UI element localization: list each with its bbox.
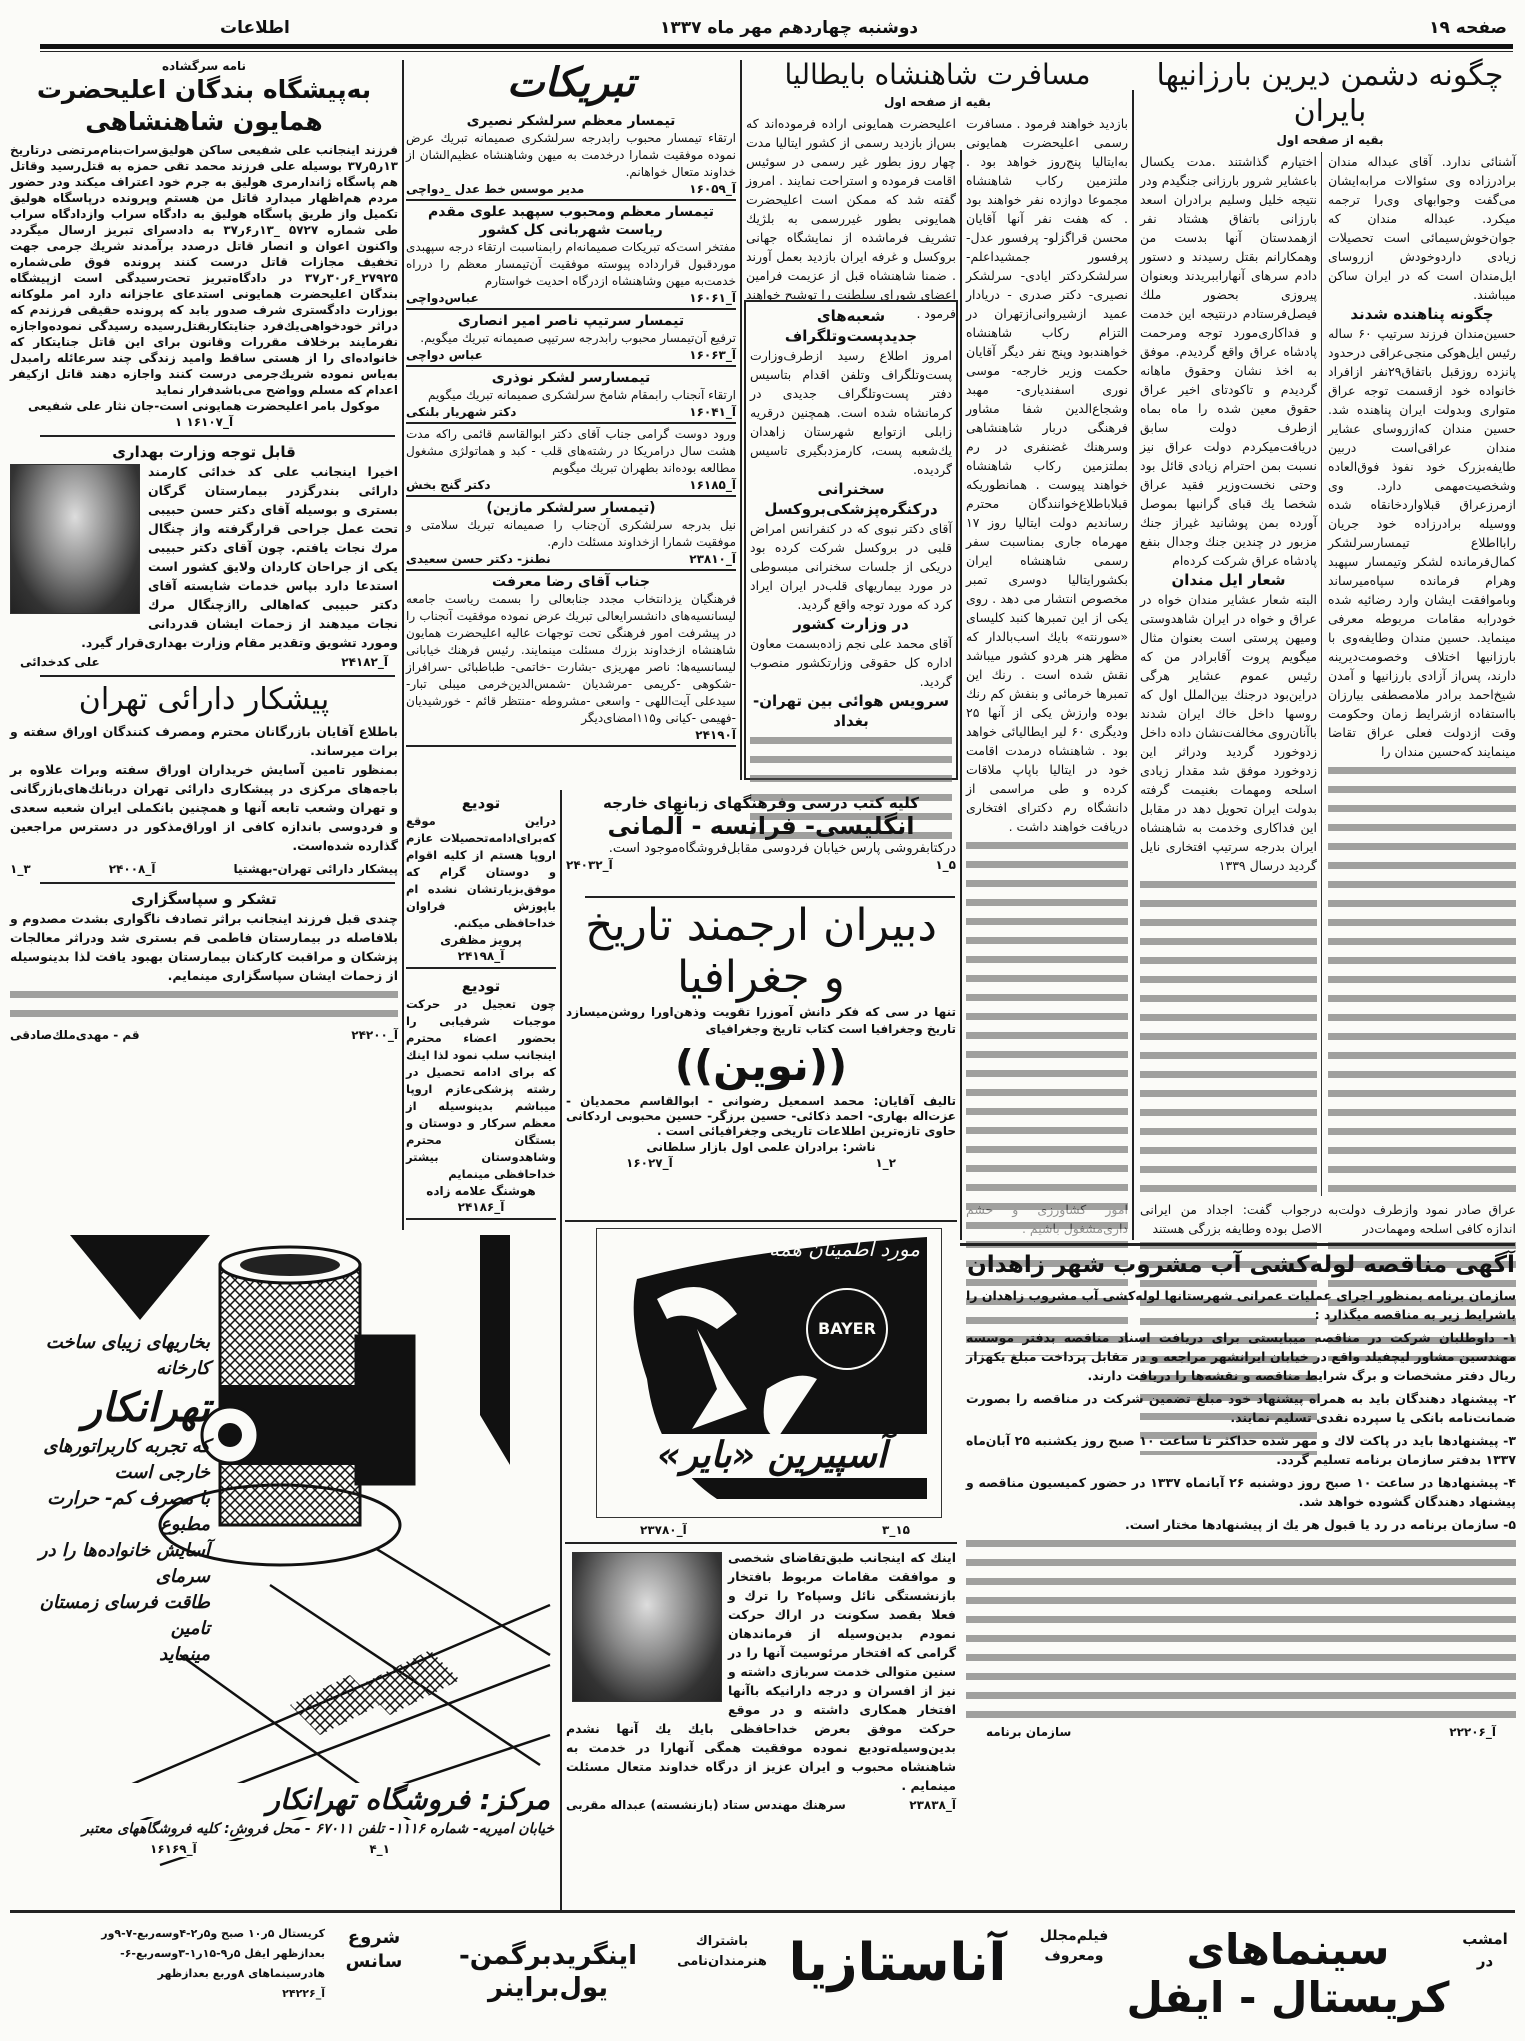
ad-code: آ_۲۲۲۰۶ xyxy=(1449,1725,1496,1739)
store-address: خیابان امیریه- شماره ۱۱۱۶- تلفن ۶۷۰۱۱ - محل فروش: کلیه فروشگاههای معتبر xyxy=(14,1820,554,1838)
postal-news-box xyxy=(744,300,958,780)
notice-footer xyxy=(566,1797,956,1813)
masthead-rule-thin xyxy=(40,51,1513,52)
ad-headline: دبیران ارجمند تاریخ xyxy=(585,900,937,951)
congrats-text: نیل بدرجه سرلشکری آن‌جناب را صمیمانه تبریك سلامتی و موفقیت شمارا ازخداوند مسئلت دارم. xyxy=(406,518,736,549)
tender-item: ۱- داوطلبان شرکت در مناقصه میبایستی برای دریافت اسناد مناقصه بدفتر موسسه مهندسین مشاور لیچفیلد واقع در خیابان ایرانشهر مراجعه و در مقابل پرداخت مبلغ یکهزار ریال دفتر مشخصات و برگ شرایط مناقصه و نقشه‌ها را دریافت دارند. xyxy=(966,1330,1516,1383)
article-column xyxy=(966,114,1128,1192)
signature: هوشنگ علامه زاده xyxy=(426,1184,536,1198)
showtimes xyxy=(10,1924,325,2004)
congrats-footer xyxy=(406,290,736,306)
ad-footer xyxy=(566,1155,956,1171)
page-number: صفحه ۱۹ xyxy=(1429,18,1507,38)
ad-headline: انگلیسی- فرانسه - آلمانی xyxy=(607,812,915,840)
ad-line: باشتراك هنرمندان‌نامی xyxy=(677,1934,767,1969)
book-title: ((نوین)) xyxy=(674,1041,848,1090)
paragraph: عراق صادر نمود وازطرف دولت‌به اندازه کافی اسلحه ومهمات‌در xyxy=(1328,1202,1516,1236)
column-divider xyxy=(960,150,962,1240)
notice-title: تودیع xyxy=(461,977,501,995)
congrats-footer xyxy=(406,727,736,743)
tender-item: ۲- پیشنهاد دهندگان باید به همراه پیشنهاد خود مبلغ تضمین شرکت در مناقصه را بصورت ضمانت‌نامه بانکی یا سپرده نقدی تسلیم نمایند. xyxy=(966,1391,1516,1425)
congrats-item xyxy=(406,497,736,571)
cinema-ad xyxy=(10,1918,1515,2033)
divider xyxy=(565,1220,957,1222)
congratulations-section xyxy=(406,56,736,747)
tender-item: ۴- پیشنهادها در ساعت ۱۰ صبح روز دوشنبه ۲۶ آبانماه ۱۳۳۷ در حضور کمیسیون مناقصه و پیشنهاد دهندگان گشوده خواهد شد. xyxy=(966,1475,1516,1509)
subheading: چگونه پناهنده شدند xyxy=(1350,305,1494,323)
notice-body: چون تعجیل در حرکت موجبات شرفیابی را بحضور اعضاء محترم اینجانب سلب نمود لذا اینك که برای ادامه تحصیل در رشته پزشکی‌عازم اروپا میباشم بدینوسیله از معظم سرکار و دوستان و بستگان محترم وشاهدوستان بیشتر خداحافظی مینمایم xyxy=(406,997,556,1181)
divider xyxy=(960,1243,1515,1246)
congrats-footer xyxy=(406,551,736,567)
open-letter xyxy=(10,58,398,430)
congrats-footer xyxy=(406,477,736,493)
ad-code: آ_۲۴۲۲۶ xyxy=(282,1987,325,2000)
ad-line: آسایش خانواده‌ها را در سرمای xyxy=(38,1540,210,1587)
cinema-names: سینماهای کریستال - ایفل xyxy=(1126,1925,1450,2022)
continued-label: بقیه از صفحه اول xyxy=(883,95,991,109)
retirement-notice xyxy=(566,1548,956,1813)
signature: نطنز- دکتر حسن سعیدی xyxy=(406,552,551,566)
ad-code: آ_۲۴۲۰۰ xyxy=(351,1028,398,1042)
tender-item: ۵- سازمان برنامه در رد یا قبول هر یك از پیشنهادها مختار است. xyxy=(1125,1517,1516,1532)
divider xyxy=(40,882,395,884)
congrats-text: فرهنگیان یزدانتخاب مجدد جنابعالی را بسمت ریاست جامعه لیسانسیه‌های دانشسرایعالی تبریك عرض نموده موفقیت آنجناب را در پیشرفت امور فرهنگی تحت توجهات عالیه اعلیحضرت همایون شاهنشاه ازخداوند بزرك مسئلت مینمایند. رئیس فرهنك خیابانی لیسانسیه‌ها: ناصر مهریزی -بشارت -خاتمی- طباطبائی -سرافراز -شکوهی -کریمی -مرشدیان -شمس‌الدین‌خرمی میبلی تبار- سیدعلی آیت‌اللهی - واسعی -مشروطه -منتظر قائم - خورشیدیان -فهیمی -کیانی و۱۱۵امضای‌دیگر xyxy=(406,592,736,725)
notice-lead: سازمان برنامه بمنظور اجرای عملیات عمرانی شهرستانها لوله‌کشی آب مشروب زاهدان را باشرایط زیر به مناقصه میگذارد : xyxy=(966,1288,1516,1322)
column-divider xyxy=(1132,90,1134,1240)
signature: سرهنك مهندس ستاد (بازنشسته) عبداله مقربی xyxy=(566,1798,846,1812)
notice-title: قابل توجه وزارت بهداری xyxy=(112,443,296,461)
ad-ref: ۱_۴ xyxy=(369,1842,390,1856)
finance-notice xyxy=(10,682,398,877)
notice-footer xyxy=(10,861,398,877)
signature: پیشکار دارائی تهران-بهشتیا xyxy=(233,862,398,876)
ad-line: با مصرف کم- حرارت مطبوع xyxy=(47,1488,210,1535)
ad-headline: و جغرافیا xyxy=(677,952,845,1003)
text-lines xyxy=(966,1534,1516,1724)
signature: علی کدخدائی xyxy=(20,655,100,669)
ad-code: آ_۲۴۱۹۸ xyxy=(457,949,505,963)
ad-code: آ۲۴۱۹۰ xyxy=(695,728,736,742)
ad-text: تنها در سی که فکر دانش آموزرا تقویت وذهن‌اورا روشن‌میسازد تاریخ وجغرافیا است کتاب تاریخ وجغرافیای xyxy=(566,1005,956,1036)
notice-body: بمنظور تامین آسایش خریداران اوراق سفته وبرات علاوه بر باجه‌های مرکزی در پیشکاری دارائی تهران دربانك‌های‌بازرگانی و تهران وشعب تابعه آنها و همچنین بانکملی ایران شعبه سعدی و فردوسی باندازه کافی از اوراق‌مذکور در دسترس مراجعین گذارده شده‌است. xyxy=(10,762,398,853)
signature: عباس دواچی xyxy=(406,348,483,362)
subheading: شعار ایل مندان xyxy=(1171,571,1286,589)
signature: مدیر موسس خط عدل _دواچی xyxy=(406,182,585,196)
paragraph: آشنائی ندارد. آقای عبداله مندان برادرزاده وی سئوالات مرابه‌ایشان می‌گفت وجوابهای وی‌را ترجمه میکرد. عبداله مندان که جوان‌خوش‌سیمائی است تحصیلات زیادی داردوخودش ازروسای ایل‌مندان است که در ایران ساکن میباشند. xyxy=(1328,154,1516,302)
ad-footer xyxy=(640,1522,910,1538)
tender-items xyxy=(966,1328,1516,1534)
letter-closing: موکول بامر اعلیحضرت همایونی است-جان نثار علی شفیعی xyxy=(28,399,380,413)
notice-title: تودیع xyxy=(461,794,501,812)
ad-code: آ_۱۶۱۰۷ ۱ xyxy=(174,415,234,429)
officer-photo xyxy=(572,1552,722,1702)
column-divider xyxy=(560,790,562,1910)
film-stars: اینگرید‌برگمن-یول‌براینر xyxy=(458,1941,638,2003)
congrats-item xyxy=(406,367,736,424)
ad-ref: ۵_۱ xyxy=(935,858,956,872)
paragraph: حسین‌مندان فرزند سرتیپ ۶۰ ساله رئیس ایل‌هوکی منجی‌عراقی درحدود پانزده روزقبل باتفاق۲۹نفر ازافراد خانواده خود ازقسمت توجه عراق متواری وبدولت ایران پناهنده شد. حسین مندان که‌ازروسای عشایر مندان عراقی‌است دربین طایفه‌بزرک خود نفوذ فوق‌العاده وشخصیت‌مهمی دارد. وی ازمرزعراق قبلاواردخانقاه شده ووسیله برادرزاده خود جریان رابااطلاع تیمسارسرلشکر کمال‌فرمانده لشکر وتیمسار سپهبد وهرام فرمانده سپاه‌میرساند وباموافقت ایشان وارد رضائیه شده خودرابه مقامات مربوطه معرفی مینماید. حسین مندان وطایفه‌وی با بارزانیها اختلاف وخصومت‌دیرینه دارند، پس‌از آزادی بارزانیها و آمدن شیخ‌احمد برادر ملامصطفی بیارزان بااستفاده ازشرایط زمان وحکومت وقت ازدولت فعلی عراق تقاضا مینمایند که‌حسین مندان را xyxy=(1328,326,1516,759)
congrats-heading: جناب آقای رضا معرفت xyxy=(492,574,650,590)
paragraph: بازدید خواهند فرمود . مسافرت رسمی اعلیحضرت همایونی به‌ایتالیا پنج‌روز خواهد بود . ملتزمین رکاب شاهنشاه مجموعا دوازده نفر خواهند بود . که هفت نفر آنها آقایان محسن قراگزلو- پرفسور عدل- پرفسور جمشیداعلم- سرلشکردکتر ایادی- سرلشکر نصیری- دکتر صدری - دریادار عمید ازشیروانی‌ازتهران در التزام رکاب شاهنشاه خواهندبود وپنج نفر دیگر آقایان حکمت وزیر خارجه- موسی نوری اسفندیاری- مهبد وشجاع‌الدین شفا مشاور فرهنگی دربار شاهنشاهی وسرهنك غضنفری در رم بملتزمین رکاب شاهنشاه خواهند پیوست . همانطوریکه قبلاباطلاع‌خوانندگان محترم رساندیم دولت ایتالیا روز ۱۷ مهرماه جاری بمناسبت سفر رسمی شاهنشاه ایران بکشورایتالیا دوسری تمبر مخصوص انتشار می دهد . روی یکی از این تمبرها کنبد کلیسای «سورنته» بایك اسب‌بالدار که مظهر هنر هردو کشور میباشد نقش شده است . رنك این تمبرها خرمائی و بنفش کم رنك بوده وارزش یکی از آنها ۲۵ ودیگری ۶۰ لیر ایطالیائی خواهد بود . شاهنشاه درمدت اقامت خود در ایتالیا باپاپ ملاقات کرده و طی مراسمی از دانشگاه رم دکترای افتخاری دریافت خواهند داشت . xyxy=(966,116,1129,834)
showtime-line: کریستال ۵ر۱۰ صبح و۵ر۲-۴وسه‌ربع-۷-۹ور xyxy=(101,1927,325,1940)
ad-code: آ_۱۶۰۵۹ xyxy=(689,182,736,196)
paragraph: درجواب گفت: اجداد من ایرانی الاصل بوده وطایفه بزرگی هستند xyxy=(1140,1202,1322,1236)
ad-code: آ_۲۴۱۸۲ xyxy=(341,655,388,669)
letter-body: فرزند اینجانب علی شفیعی ساکن هولیق‌سرات‌بنام‌مرتضی درتاریخ ۱۳ر۵ر۳۷ بوسیله علی فرزند محمد تقی حمزه به قتل‌رسید وقاتل هم پاسگاه ژاندارمری هولیق به جرم خود اعتراف میکند ودر حضور مردم هم‌اظهار میدارد قاتل من هستم وپرونده درپاسگاه هولیق تکمیل واز طریق پاسگاه هولیق به دادگاه سراب وازدادگاه سراب طی شماره ۵۷۲۷ _۱۳ر۶ر۳۷ به دادسرای تبریز ارسال میگردد واکنون اعوان و انصار قاتل درصدد برآمدند شریك جرمی جهت تخفیف مجازات قاتل درست کنند پرونده فوق طی‌شماره ۲۷۹۲۵_۶ر۳۰ر۳۷ در دادگاه‌تبریز تحت‌رسیدگی است ازپیشگاه بندگان اعلیحضرت همایونی استدعای عاجزانه دارد امر ملوکانه بوزارت دادگستری شرف صدور یابد که پرونده حقیقی فرزندم که دراثر خودخواهی‌یك‌فرد جنایتکاربقتل‌رسیده رسیدگی نموده‌واجازه نفرمایند برخلاف مقررات وقانون برای این قاتل جنایتکار که خانواده‌ای را از هستی ساقط وامید زندگی چند سرعائله رامبدل به‌یاس نموده شریك‌جرمی درست کنند واجازه دهند قاتل ازکیفر اعدام که مسلم وواضح می‌باشدفرار نماید xyxy=(10,143,398,397)
congrats-list xyxy=(406,110,736,747)
ad-authors: تالیف آقایان: محمد اسمعیل رضوانی - ابوالقاسم محمدیان - عزت‌اله بهاری- احمد ذکائی- حسین برزگر- حسین محبوبی اردکانی حاوی تازه‌ترین اطلاعات تاریخی وجغرافیائی است . xyxy=(566,1094,956,1138)
kicker: نامه سرگشاده xyxy=(161,59,247,73)
notice-lead: باطلاع آقایان بازرگانان محترم ومصرف کنندگان اوراق سفته و برات میرساند. xyxy=(10,724,398,758)
divider xyxy=(40,435,395,437)
section-title: تبریکات xyxy=(506,59,636,106)
congrats-item xyxy=(406,310,736,367)
letter-headline: به‌پیشگاه بندگان اعلیحضرت همایون شاهنشاهی xyxy=(36,75,372,136)
ad-line: فیلم‌مجلل ومعروف xyxy=(1039,1928,1109,1964)
text-lines xyxy=(10,985,398,1023)
congrats-item xyxy=(406,424,736,497)
notice-title: پیشکار دارائی تهران xyxy=(78,682,330,717)
paragraph: اختیارم گذاشتند .مدت یکسال باعشایر شرور بارزانی جنگیدم ودر نتیجه خلیل وسلیم برادران اسعد بارزانی باتفاق هشتاد نفر ازهمدستان آنها بدست من وهمکارانم بقتل رسیدند و دستور دادم سرهای آنهاراببریدند وبعنوان پیروزی بحضور ملك فیصل‌فرستادم درنتیجه این خدمت و فداکاری‌مورد توجه ومرحمت پادشاه عراق واقع گردیدم. موفق به اخذ نشان وحقوق ماهانه گردیدم و تاکودتای اخیر عراق حقوق معین شده را ماه بماه ازطرف دولت سابق دریافت‌میکردم دولت عراق نیز نسبت بمن احترام زیادی قائل بود وحتی نخست‌وزیر فقید عراق شخصا یك قبای گرانبها بموصل آورده بمن پوشانید غیراز جنك مزبور در چندین جنك وجدال بنفع پادشاه عراق شرکت کرده‌ام xyxy=(1140,154,1317,568)
ad-code: آ_۲۳۸۱۰ xyxy=(689,552,736,566)
ad-footer xyxy=(566,857,956,873)
bayer-logo: BAYER xyxy=(818,1319,876,1338)
congrats-heading: تیمسار سرتیپ ناصر امیر انصاری xyxy=(457,313,685,329)
issue-date: دوشنبه چهاردهم مهر ماه ۱۳۳۷ xyxy=(660,18,919,38)
congrats-footer xyxy=(406,347,736,363)
ad-footer xyxy=(150,1841,390,1857)
divider xyxy=(565,1542,957,1544)
notice-text: اخیرا اینجانب علی کد خدائی کارمند دارائی بندرگزدر بیمارستان گرگان بستری و بوسیله آقای دکتر حسن حبیبی تحت عمل جراحی قرارگرفته واز چنگال مرك نجات یافتم. چون آقای دکتر حبیبی یکی از جراحان کاردان ولایق کشور است استدعا دارد بپاس خدمات شایسته آقای دکتر حبیبی که‌اهالی رااز‌چنگال مرك نجات میدهند از زحمات ایشان قدردانی ومورد تشویق وتقدیر مقام وزارت بهداری‌قرار گیرد. xyxy=(81,464,398,650)
farewell-notice xyxy=(406,790,556,969)
congrats-text: ورود دوست گرامی جناب آقای دکتر ابوالقاسم قائمی راکه مدت هشت سال درامریکا در رشته‌های قلب - کبد و هماتولژی مشغول مطالعه بوده‌اند بطهران تبریك میگویم xyxy=(406,427,736,475)
subheading: سخنرانی درکنگره‌پزشکی‌بروکسل xyxy=(764,480,938,518)
signature: دکتر شهریار بلنکی xyxy=(406,405,517,419)
brand-name: تهرانکار xyxy=(82,1385,210,1431)
signature: دکتر گنج بخش xyxy=(406,478,491,492)
ad-code: آ_۱۶۱۶۹ xyxy=(150,1842,197,1856)
congrats-footer xyxy=(406,404,736,420)
ad-line: امشب در xyxy=(1462,1930,1508,1970)
subheading: در وزارت کشور xyxy=(793,615,909,633)
showtime-line: هادرسینماهای ۸وربع بعدازظهر xyxy=(157,1967,325,1980)
notice-title: آگهی مناقصه لوله‌کشی آب مشروب شهر زاهدان xyxy=(967,1252,1515,1278)
notice-body: دراین موقع که‌برای‌ادامه‌تحصیلات عازم اروپا هستم از کلیه اقوام و دوستان گرام که موفق‌بزیارتشان نشده ام باپوزش فراوان خداحافظی میکنم. xyxy=(406,814,556,930)
paragraph: امروز اطلاع رسید ازطرف‌وزارت پست‌وتلگراف وتلفن اقدام بتاسیس دفتر پست‌وتلگراف جدیدی در کرمانشاه شده است. همچنین درقریه زابلی ازتوابع شهرستان زاهدان یك‌شعبه پست، کارمزدبگیری تاسیس گردیده. xyxy=(750,348,952,477)
newspaper-name: اطلاعات xyxy=(220,18,290,38)
ad-code: آ_۱۶۰۴۱ xyxy=(689,405,736,419)
ad-code: آ_۱۶۰۶۳ xyxy=(689,348,736,362)
ad-code: آ_۲۳۷۸۰ xyxy=(640,1523,687,1537)
ad-code: آ_۲۴۰۳۲ xyxy=(566,858,613,872)
ad-code: آ_۲۴۱۸۶ xyxy=(457,1200,505,1214)
ad-code: آ_۲۴۰۰۸ xyxy=(108,862,156,876)
signature: عباس‌دواچی xyxy=(406,291,479,305)
subheading: سرویس هوائی بین تهران- بغداد xyxy=(753,692,949,730)
ad-line: درکتابفروشی پارس خیابان فردوسی مقابل‌فروشگاه‌موجود است. xyxy=(608,841,956,856)
article-column xyxy=(1328,152,1516,1196)
congrats-heading: تیمسار معظم ومحبوب سپهبد علوی مقدم ریاست شهربانی کل کشور xyxy=(427,204,714,238)
divider xyxy=(10,1910,1515,1913)
history-book-ad xyxy=(566,900,956,1171)
notice-content xyxy=(10,462,398,652)
film-title: آناستازیا xyxy=(788,1933,1007,1993)
product-name: آسپیرین «بایر» xyxy=(607,1434,937,1478)
continued-label: بقیه از صفحه اول xyxy=(1276,133,1384,147)
congrats-text: مفتخر است‌که تبریکات صمیمانه‌ام رابمناسبت ارتقاء درجه سپهبدی موردقبول قرارداده پیوسته موفقیت آن‌تیمسار معظم را درراه خدمت‌به میهن وشاهنشاه ازدرگاه احدیت خواستارم xyxy=(406,240,736,288)
subheading: شعبه‌های جدیدپست‌وتلگراف xyxy=(784,307,918,345)
article-headline: چگونه دشمن دیرین بارزانیها بایران xyxy=(1156,58,1504,129)
divider xyxy=(40,675,395,677)
congrats-heading: تیمسار معظم سرلشکر نصیری xyxy=(466,113,676,129)
ad-ref: ۱۵_۳ xyxy=(882,1523,910,1537)
congrats-heading: (تیمسار سرلشکر مازین) xyxy=(486,500,656,516)
ad-line: مینماید xyxy=(159,1644,210,1665)
books-ad xyxy=(566,794,956,873)
notice-footer xyxy=(10,652,398,670)
congrats-item xyxy=(406,201,736,310)
ad-ref: ۳_۱ xyxy=(10,862,31,876)
zahedan-tender-notice xyxy=(966,1250,1516,1740)
paragraph: آقای دکتر نبوی که در کنفرانس امراض قلبی در بروکسل شرکت کرده بود دریکی از جلسات سخنرانی مبسوطی در مورد بیماریهای قلب‌در ایران ایراد کرد که مورد توجه واقع گردید. xyxy=(750,521,952,612)
health-notice xyxy=(10,442,398,670)
masthead-rule xyxy=(40,44,1513,49)
signature: قم - مهدی‌ملك‌صادقی xyxy=(10,1028,140,1042)
column-divider xyxy=(740,60,742,780)
thanks-notice xyxy=(10,889,398,1043)
notice-title: تشکر و سپاسگزاری xyxy=(131,890,277,908)
ad-code: آ_۱۶۱۸۵ xyxy=(689,478,736,492)
divider xyxy=(585,896,955,898)
congrats-item xyxy=(406,571,736,747)
ad-code: آ_۱۶۰۶۱ xyxy=(689,291,736,305)
portrait-photo xyxy=(10,464,140,614)
tehrankar-heater-ad xyxy=(10,1235,556,1905)
showtime-line: بعدازظهر ایفل ۵ر۹-۱۵ر۱-۳وسه‌ربع-۶- xyxy=(120,1947,325,1960)
ad-code: آ_۱۶۰۲۷ xyxy=(626,1156,673,1170)
ad-slogan: مورد اطمینان همه xyxy=(768,1237,921,1261)
farewell-notices xyxy=(406,790,556,1224)
paragraph: البته شعار عشایر مندان خواه در عراق و خواه در ایران شاهدوستی ومیهن پرستی است بعنوان مثال میگویم پروت آقابرادر من که رئیس عموم عشایر هرگی دراین‌بود درجنك بین‌الملل اول که روسها داخل خاك ایران شدند باآنان‌روی مخالفت‌نشان داده داخل زدوخورد گردید ودراثر این زدوخورد موفق شد مقدار زیادی اسلحه ومهمات بغنیمت گرفته بدولت ایران تحویل دهد در مقابل این فداکاری وخدمت به شاهنشاه ایران بدرجه سرتیپ افتخاری نایل گردید درسال ۱۳۳۹ xyxy=(1140,592,1317,873)
signature: پرویز مظفری xyxy=(440,933,522,947)
signature: سازمان برنامه xyxy=(986,1725,1072,1739)
notice-body: چندی قبل فرزند اینجانب براثر تصادف ناگواری بشدت مصدوم و بلافاصله در بیمارستان فاطمی قم بستری شد ودراثر معالجات پزشکان و مراقبت کارکنان بیمارستان بهبود یافت لذا بدینوسیله از زحمات ایشان سپاسگزاری مینمایم. xyxy=(10,911,398,983)
notice-footer xyxy=(10,1027,398,1043)
ad-line: بخاریهای زیبای ساخت کارخانه xyxy=(45,1332,210,1379)
bayer-aspirin-ad xyxy=(596,1228,942,1518)
congrats-text: ترفیع آن‌تیمسار محبوب رابدرجه سرتیپی صمیمانه تبریك میگویم. xyxy=(420,331,736,345)
congrats-item xyxy=(406,110,736,201)
ad-publisher: ناشر: برادران علمی اول بازار سلطانی xyxy=(646,1140,876,1154)
ad-line: شروع سانس xyxy=(345,1927,403,1972)
congrats-heading: تیمسارسر لشکر نوذری xyxy=(491,370,651,386)
paragraph: اعلیحضرت همایونی اراده فرموده‌اند که بس‌از بازدید رسمی از کشور ایتالیا مدت چهار روز بطور غیر رسمی در سوئیس اقامت فرموده و استراحت نمایند . امروز گفته شد که ممکن است اعلیحضرت همایونی بطور غیررسمی به بلژیك تشریف فرماشده از نمایشگاه جهانی بروکسل و غرفه ایران بازدید بعمل آورند . ضمنا شاهنشاه قبل از عزیمت فرامین اعضای شورای سلطنت را توشیح خواهند فرمود . xyxy=(746,116,956,321)
article-column xyxy=(1140,152,1322,1196)
congrats-text: ارتقاء آنجناب رابمقام شامخ سرلشکری صمیمانه تبریك میگویم xyxy=(427,388,736,402)
notice-text: اینك که اینجانب طبق‌تقاضای شخصی و موافقت مقامات مربوط بافتخار بازنشستگی نائل وسپاه۲ را ترك و فعلا بقصد سکونت در اراك حرکت نمودم بدین‌وسیله از فرماندهان گرامی که افتخار مرئوسیت آنها را در سنین متوالی خدمت سربازی داشته و نیز از افسران و درجه دارانیکه باآنها افتخار همکاری داشته و در موقع حرکت موفق بعرض خداحافظی بایك یك آنها نشدم بدین‌وسیله‌تودیع نموده موفقیت همگی آنهارا در خدمت به شاهنشاه محبوب و ایران عزیز از درگاه خداوند متعال مسئلت مینمایم . xyxy=(566,1550,957,1793)
ad-copy xyxy=(20,1330,210,1668)
article-headline: مسافرت شاهنشاه بایطالیا xyxy=(784,58,1091,91)
paragraph: آقای محمد علی نجم زاده‌بسمت معاون اداره کل حقوقی وزارتکشور منصوب گردید. xyxy=(750,636,952,689)
ad-line: کلیه کتب درسی وفرهنگهای زبانهای خارجه xyxy=(603,794,919,812)
farewell-notice xyxy=(406,973,556,1220)
column-divider xyxy=(402,60,404,1230)
ad-line: طاقت فرسای زمستان تامین xyxy=(39,1592,210,1639)
ad-ref: ۲_۱ xyxy=(875,1156,896,1170)
tender-item: ۳- پیشنهادها باید در پاکت لاك و مهر شده حداکثر تا ساعت ۱۰ صبح روز یکشنبه ۲۵ آبان‌ماه ۱۳۳۷ بدفتر سازمان برنامه تسلیم گردد. xyxy=(966,1433,1516,1467)
store-name: مرکز: فروشگاه تهرانکار xyxy=(100,1783,550,1817)
ad-line: که تجربه کاربراتورهای خارجی است xyxy=(43,1436,210,1483)
congrats-footer xyxy=(406,181,736,197)
ad-code: آ_۲۳۸۳۸ xyxy=(909,1798,956,1812)
congrats-text: ارتقاء تیمسار محبوب رابدرجه سرلشکری صمیمانه تبریك عرض نموده موفقیت شمارا درخدمت به میهن وشاهنشاه عظیم‌الشان از خداوند متعال خواهانم. xyxy=(406,131,736,179)
notice-footer xyxy=(966,1724,1516,1740)
